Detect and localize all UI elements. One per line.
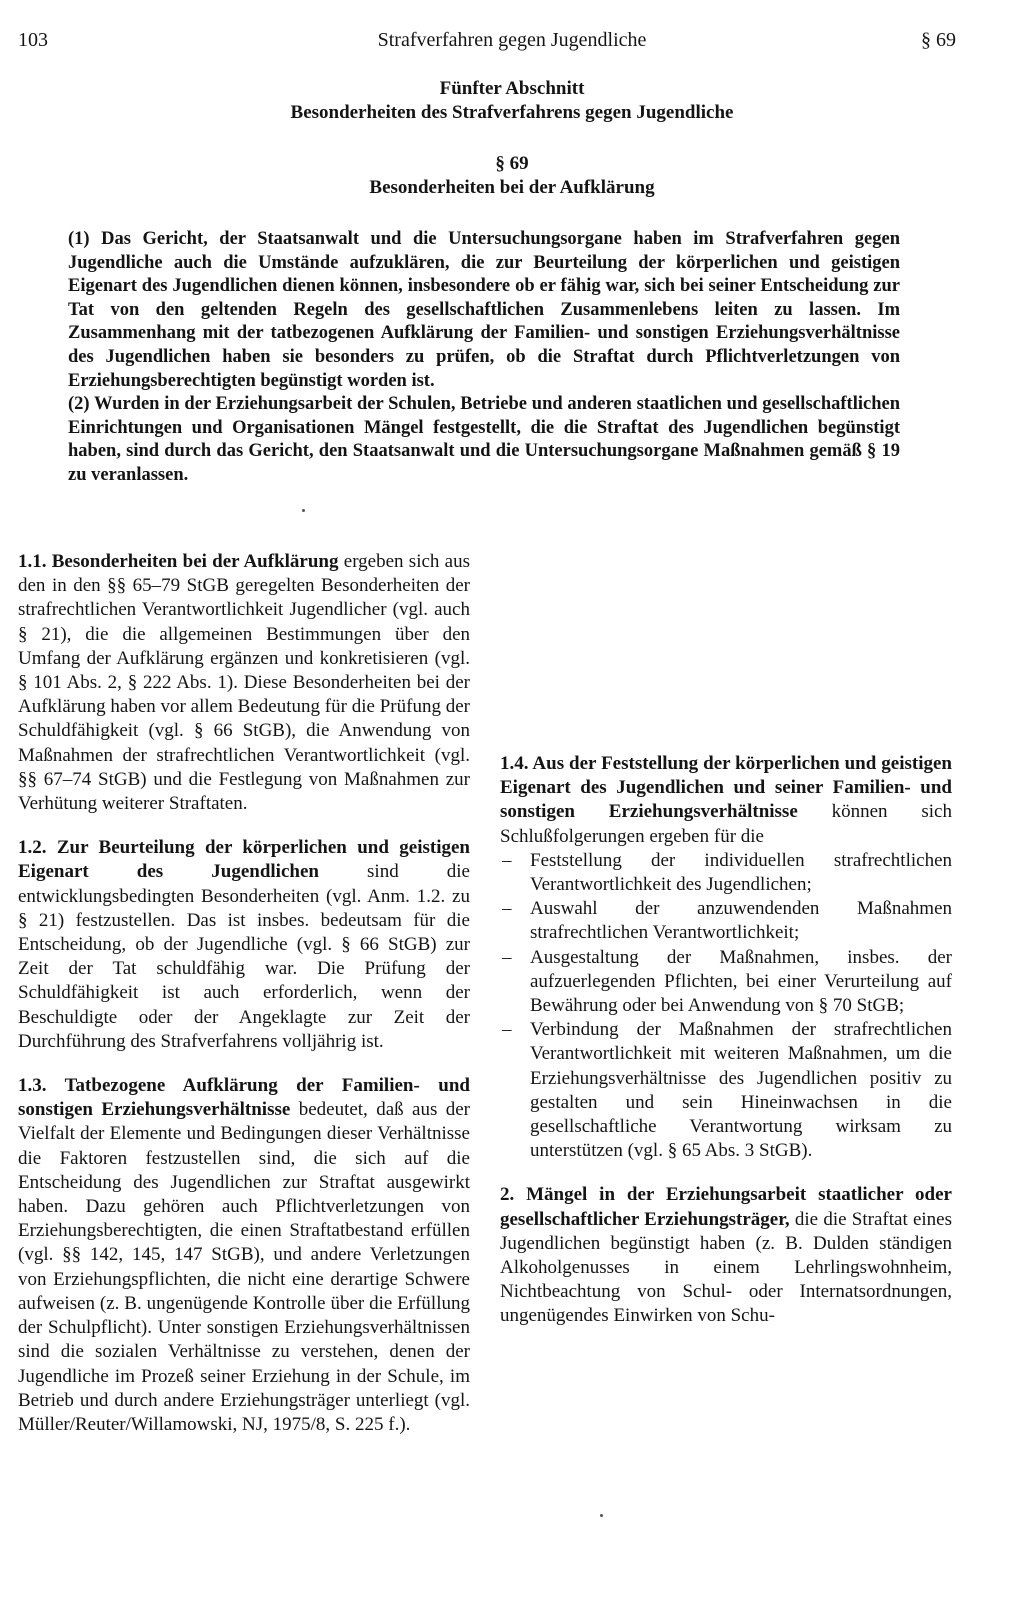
note-1-2 [18,836,470,1054]
note-1-1-text: ergeben sich aus den in den §§ 65–79 StGB geregelten Besonderheiten der strafrechtlichen Verantwortlichkeit Jugendlicher (vgl. auch § 21), die die allgemeinen Bestimmungen über den Umfang der Aufklärung ergänzen und konkretisieren (vgl. § 101 Abs. 2, § 222 Abs. 1). Diese Besonderheiten bei der Aufklärung haben vor allem Bedeutung für die Prüfung der Schuldfähigkeit (vgl. § 66 StGB), die Anwendung von Maßnahmen der strafrechtlichen Verantwortlichkeit (vgl. §§ 67–74 StGB) und die Festlegung von Maßnahmen zur Verhütung weiterer Straftaten. [18,551,470,815]
paragraph-number: § 69 [495,153,529,174]
note-1-4-list [500,849,952,1164]
note-2 [500,1183,952,1328]
statute-subsection-2: (2) Wurden in der Erziehungsarbeit der Schulen, Betriebe und anderen staatlichen und gesellschaftlichen Einrichtungen und Organisationen Mängel festgestellt, die die Straftat des Jugendlichen begünstigt haben, sind durch das Gericht, den Staatsanwalt und die Untersuchungsorgane Maßnahmen gemäß § 19 zu veranlassen. [68,394,900,485]
list-item: – Auswahl der anzuwendenden Maßnahmen strafrechtlichen Verantwortlichkeit; [500,897,952,945]
header-section: § 69 [921,29,956,51]
note-1-2-number: 1.2. Zur [18,837,99,859]
note-1-3 [18,1074,470,1614]
note-1-2-text: sind die entwicklungsbedingten Besonderheiten (vgl. Anm. 1.2. zu § 21) festzustellen. Das ist insbes. bedeutsam für die Entscheidung, ob der Jugendliche (vgl. § 66 StGB) zur Zeit der Tat schuldfähig war. Die Prüfung der Schuldfähigkeit ist auch erforderlich, wenn der Beschuldigte oder der Angeklagte zur Zeit der Durchführung des Strafverfahrens volljährig ist. [18,861,470,1052]
list-item: – Ausgestaltung der Maßnahmen, insbes. der aufzuerlegenden Pflichten, bei einer Verurteilung auf Bewährung oder bei Anwendung von § 70 StGB; [500,946,952,1019]
paragraph-title: Besonderheiten bei der Aufklärung [369,177,655,198]
statute-text [68,228,900,488]
list-item: – Verbindung der Maßnahmen der strafrechtlichen Verantwortlichkeit mit weiteren Maßnahmen, um die Erziehungsverhältnisse des Jugendlichen positiv zu gestalten und sein Hineinwachsen in die gesellschaftliche Verantwortung wirksam zu unterstützen (vgl. § 65 Abs. 3 StGB). [500,1018,952,1163]
chapter-title: Besonderheiten des Strafverfahrens gegen Jugendliche [290,102,734,123]
chapter-label: Fünfter Abschnitt [439,78,585,99]
note-1-2-heading: Beurteilung der körperlichen und geistigen Eigenart des Jugendlichen [18,837,470,883]
page-number: 103 [18,29,48,51]
note-1-4-number: 1.4. Aus der [500,753,602,774]
running-title: Strafverfahren gegen Jugendliche [377,29,647,51]
note-2-text: die die Straftat eines Jugendlichen begünstigt haben (z. B. Dulden ständigen Alkoholgenusses in einem Lehrlingswohnheim, Nichtbeachtung von Schul- oder Internatsordnungen, ungenügendes Einwirken von Schu- [500,1208,952,1327]
note-1-3-heading: 1.3. Tatbezogene Aufklärung der Familien- und sonstigen Erziehungsverhältnisse [18,1075,470,1121]
note-1-1-heading: 1.1. Besonderheiten bei der Aufklärung [18,551,339,572]
scan-speck [600,1514,603,1517]
note-1-4-text: können sich Schlußfolgerungen ergeben für die [500,801,952,847]
statute-subsection-1: (1) Das Gericht, der Staatsanwalt und die Untersuchungsorgane haben im Strafverfahren gegen Jugendliche auch die Umstände aufzuklären, die zur Beurteilung der körperlichen und geistigen Eigenart des Jugendlichen dienen können, insbesondere ob er fähig war, sich bei seiner Entscheidung zur Tat von den geltenden Regeln des gesellschaftlichen Zusammenlebens leiten zu lassen. Im Zusammenhang mit der tatbezogenen Aufklärung der Familien- und sonstigen Erziehungsverhältnisse des Jugendlichen haben sie besonders zu prüfen, ob die Straftat durch Pflichtverletzungen von Erziehungsberechtigten begünstigt worden ist. [68,229,900,391]
list-item: – Feststellung der individuellen strafrechtlichen Verantwortlichkeit des Jugendlichen; [500,849,952,897]
commentary-right-column [500,752,952,1329]
note-2-heading: 2. Mängel in der Erziehungsarbeit staatlicher oder gesellschaftlicher Erziehungsträger, [500,1184,952,1230]
note-1-1 [18,550,470,816]
scan-speck [302,509,305,512]
commentary-left-column [18,550,470,1614]
note-1-4 [500,752,952,849]
note-1-4-heading: Feststellung der körperlichen und geistigen Eigenart des Jugendlichen und seiner Familien- und sonstigen Erziehungsverhältnisse [500,753,952,823]
note-1-3-text: bedeutet, daß aus der Vielfalt der Elemente und Bedingungen dieser Verhältnisse die Faktoren festzustellen sind, die sich auf die Entscheidung des Jugendlichen zur Straftat ausgewirkt haben. Dazu gehören auch Pflichtverletzungen von Erziehungsberechtigten, die einen Straftatbestand erfüllen (vgl. §§ 142, 145, 147 StGB), und andere Verletzungen von Erziehungspflichten, die nicht eine derartige Schwere aufweisen (z. B. ungenügende Kontrolle über die Erfüllung der Schulpflicht). Unter sonstigen Erziehungsverhältnissen sind die sozialen Verhältnisse zu verstehen, denen der Jugendliche im Prozeß seiner Erziehung in der Schule, im Betrieb und durch andere Erziehungsträger unterliegt (vgl. Müller/Reuter/Willamowski, NJ, 1975/8, S. 225 f.). [18,1099,470,1435]
